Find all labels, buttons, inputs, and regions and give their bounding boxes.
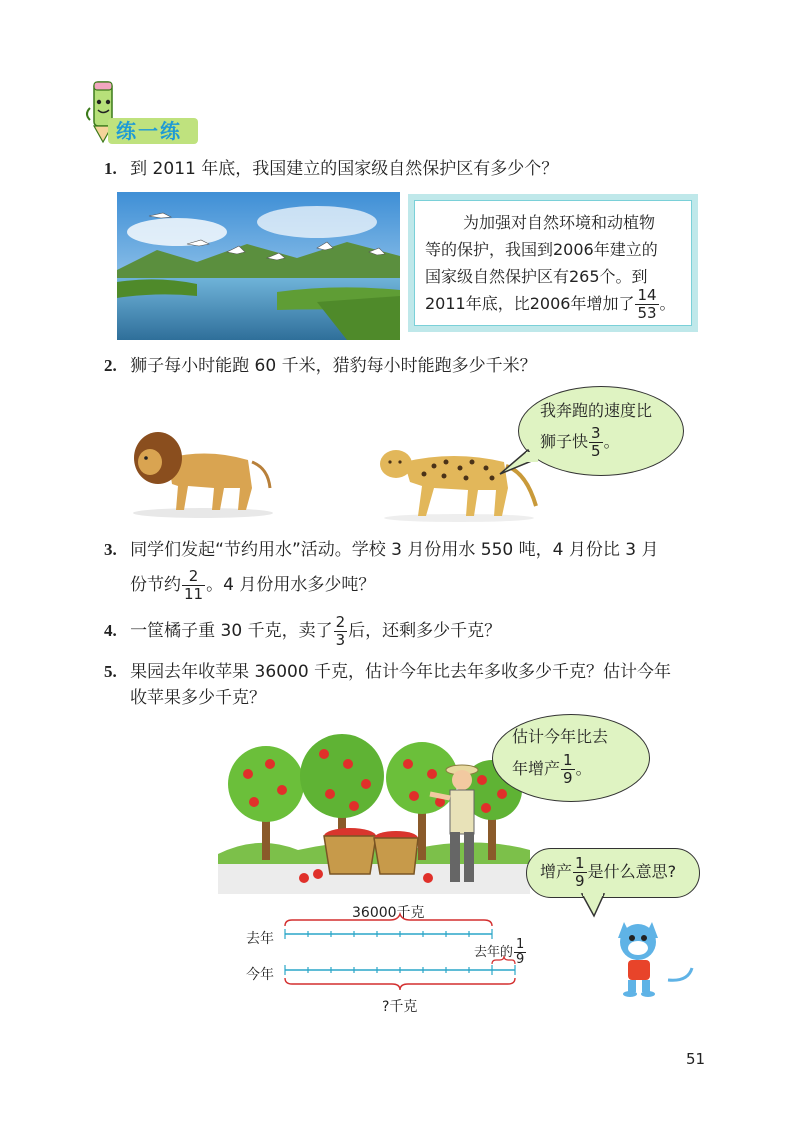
wetland-birds-image	[117, 192, 400, 340]
reserve-info-box	[414, 200, 692, 326]
problem-2	[104, 352, 537, 380]
problem-number: 1.	[104, 159, 117, 178]
fraction-numerator: 2	[188, 566, 199, 585]
brace-top	[285, 914, 492, 926]
farmer-bubble-end: 。	[575, 759, 592, 778]
problem-text: 到 2011 年底，我国建立的国家级自然保护区有多少个？	[130, 159, 559, 179]
fraction-2-3	[335, 614, 347, 649]
fraction-14-53	[636, 287, 657, 322]
problem-5-line-2: 收苹果多少千克？	[130, 688, 266, 708]
fraction-numerator: 1	[575, 854, 585, 872]
cheetah-bubble-text: 狮子快	[540, 432, 589, 451]
problem-1	[104, 155, 558, 183]
fraction-denominator: 53	[637, 304, 657, 322]
fraction-numerator: 1	[516, 937, 525, 952]
brace-extra	[492, 956, 515, 964]
cat-mascot-icon	[608, 910, 698, 1000]
reserve-line-2: 等的保护，我国到2006年建立的	[425, 240, 658, 259]
page-number: 51	[686, 1050, 706, 1068]
fraction-2-11	[183, 568, 204, 603]
cheetah-bubble-line-1: 我奔跑的速度比	[540, 401, 653, 420]
diagram-top-label: 36000千克	[352, 905, 425, 921]
bubble-tail	[580, 892, 610, 918]
cat-bubble-text	[540, 852, 676, 892]
bubble-tail	[498, 448, 538, 478]
problem-text: 份节约	[130, 575, 181, 595]
lion-image	[128, 418, 278, 518]
fraction-1-9	[562, 752, 574, 787]
fraction-3-5	[590, 425, 602, 460]
fraction-denominator: 9	[575, 872, 585, 890]
problem-number: 5.	[104, 662, 117, 681]
section-header	[82, 78, 202, 148]
fraction-denominator: 3	[335, 630, 346, 649]
reserve-line-1: 为加强对自然环境和动植物	[463, 213, 656, 232]
diagram-row-1-label: 去年	[246, 931, 274, 947]
fraction-denominator: 5	[591, 442, 601, 460]
brace-bottom	[285, 978, 515, 990]
problem-text-line-1: 果园去年收苹果 36000 千克，估计今年比去年多收多少千克？估计今年	[130, 662, 672, 682]
orchard-image	[218, 724, 530, 894]
reserve-line-4-end: 。	[659, 294, 676, 313]
reserve-line-4	[425, 287, 676, 322]
problem-text: 狮子每小时能跑 60 千米，猎豹每小时能跑多少千米？	[130, 356, 537, 376]
farmer-bubble-line-2	[512, 750, 592, 788]
cat-bubble-post: 是什么意思?	[587, 862, 677, 881]
problem-text: 一筐橘子重 30 千克，卖了	[130, 621, 333, 641]
diagram-bottom-label: ?千克	[382, 999, 418, 1015]
cheetah-bubble-end: 。	[603, 432, 620, 451]
problem-4	[104, 612, 501, 650]
reserve-line-4-text: 2011年底，比2006年增加了	[425, 294, 635, 313]
fraction-numerator: 2	[335, 612, 346, 631]
farmer-bubble-text: 年增产	[512, 759, 561, 778]
fraction-denominator: 11	[184, 584, 204, 603]
diagram-row-2-label: 今年	[246, 967, 274, 983]
fraction-numerator: 1	[563, 751, 573, 769]
problem-number: 3.	[104, 540, 117, 559]
fraction-numerator: 3	[591, 424, 601, 442]
reserve-line-3: 国家级自然保护区有265个。到	[425, 267, 648, 286]
farmer-bubble-line-1: 估计今年比去	[512, 727, 609, 746]
cheetah-bubble-line-2	[540, 424, 620, 460]
fraction-numerator: 14	[637, 286, 657, 304]
section-title: 练一练	[116, 119, 182, 143]
problem-number: 2.	[104, 356, 117, 375]
fraction-1-9	[574, 855, 586, 890]
problem-number: 4.	[104, 621, 117, 640]
cat-bubble-pre: 增产	[540, 862, 573, 881]
fraction-denominator: 9	[516, 952, 525, 967]
problem-text-end: 后，还剩多少千克？	[348, 621, 502, 641]
fraction-denominator: 9	[563, 769, 573, 787]
diagram-extra-text: 去年的	[474, 945, 514, 960]
problem-5	[104, 658, 671, 686]
problem-3-line-2	[130, 566, 375, 604]
line-segment-diagram	[280, 912, 530, 996]
problem-3	[104, 536, 659, 564]
problem-text-end: 。4 月份用水多少吨？	[206, 575, 376, 595]
problem-text-line-1: 同学们发起“节约用水”活动。学校 3 月份用水 550 吨，4 月份比 3 月	[130, 540, 659, 560]
